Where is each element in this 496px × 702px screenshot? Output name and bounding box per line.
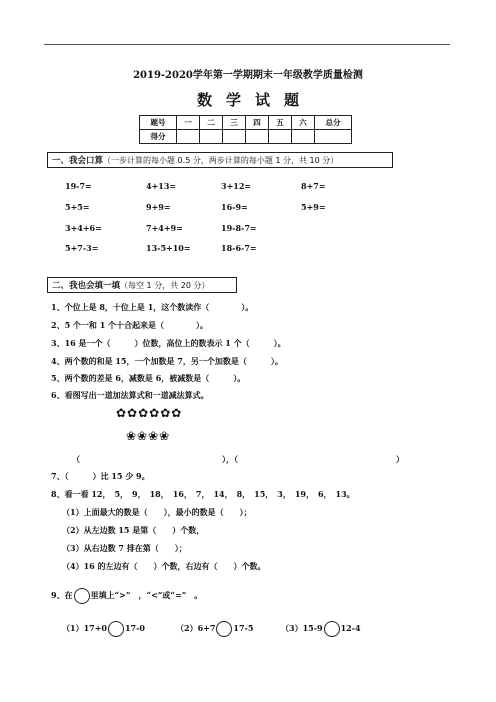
calc-item: 4+13= <box>146 181 177 191</box>
section1-note: （一步计算的每小题 0.5 分，两步计算的每小题 1 分，共 10 分） <box>103 156 339 165</box>
compare-item-3 <box>281 621 361 637</box>
question-3: 3、16 是一个（ ）位数，高位上的数表示 1 个（ ）。 <box>51 338 286 348</box>
q6-blank-close: ） <box>396 454 404 464</box>
score-input-cell[interactable] <box>223 130 246 144</box>
compare-circle-input[interactable] <box>108 621 124 637</box>
compare-left: （2）6+7 <box>176 623 216 633</box>
calc-item: 9+9= <box>146 202 171 212</box>
score-label-cell: 得分 <box>140 130 177 144</box>
question-2: 2、5 个一和 1 个十合起来是（ ）。 <box>51 320 209 330</box>
calc-item: 5+5= <box>65 202 90 212</box>
question-7: 7、（ ）比 15 少 9。 <box>51 471 150 481</box>
question-6: 6、看图写出一道加法算式和一道减法算式。 <box>51 390 209 400</box>
compare-item-1 <box>62 621 145 637</box>
score-input-cell[interactable] <box>292 130 315 144</box>
score-table <box>139 115 352 144</box>
top-rule <box>44 44 450 45</box>
calc-item: 19-8-7= <box>221 223 257 233</box>
score-cell: 二 <box>200 116 223 130</box>
calc-item: 7+4+9= <box>146 223 183 233</box>
question-9-prefix: 9、在 <box>51 590 73 600</box>
compare-item-2 <box>176 621 253 637</box>
score-cell: 五 <box>269 116 292 130</box>
question-5: 5、两个数的差是 6，减数是 6，被减数是（ ）。 <box>51 373 246 383</box>
score-cell: 四 <box>246 116 269 130</box>
calc-item: 5+9= <box>301 202 326 212</box>
calc-item: 5+7-3= <box>65 243 99 253</box>
question-9 <box>51 588 202 604</box>
calc-item: 13-5+10= <box>146 243 191 253</box>
section1-title: 一、我会口算 <box>52 156 104 166</box>
question-8-3: （3）从右边数 7 排在第（ ）； <box>62 543 187 553</box>
exam-title: 2019-2020学年第一学期期末一年级教学质量检测 <box>133 70 363 81</box>
q6-blank-separator: ），（ <box>222 454 238 464</box>
question-9-suffix: 里填上“>” ，“<”或“=” 。 <box>90 590 203 600</box>
score-input-cell[interactable] <box>269 130 292 144</box>
calc-item: 3+12= <box>221 181 252 191</box>
compare-circle-icon <box>74 588 90 604</box>
q6-blank-open: （ <box>72 454 80 464</box>
score-input-cell[interactable] <box>315 130 352 144</box>
compare-right: 17-5 <box>233 623 254 633</box>
score-header-row <box>140 116 352 130</box>
score-input-cell[interactable] <box>200 130 223 144</box>
calc-item: 3+4+6= <box>65 223 102 233</box>
section1-header <box>47 152 393 168</box>
calc-item: 8+7= <box>301 181 326 191</box>
compare-right: 17-0 <box>124 623 145 633</box>
score-cell: 三 <box>223 116 246 130</box>
question-1: 1、个位上是 8，十位上是 1，这个数读作（ ）。 <box>51 302 254 312</box>
compare-left: （1）17+0 <box>62 623 107 633</box>
section2-note: （每空 1 分，共 20 分） <box>120 281 210 290</box>
score-input-cell[interactable] <box>177 130 200 144</box>
question-8-4: （4）16 的左边有（ ）个数，右边有（ ）个数。 <box>62 561 266 571</box>
section2-header <box>47 277 237 293</box>
score-value-row <box>140 130 352 144</box>
calc-item: 16-9= <box>221 202 248 212</box>
section2-title: 二、我也会填一填 <box>52 281 121 291</box>
question-8: 8、看一看 12， 5， 9， 18， 16， 7， 14， 8， 15， 3， 19， 6， 13。 <box>51 489 355 499</box>
subject-title: 数学试题 <box>196 91 313 109</box>
flower-row-2: ❀❀❀❀ <box>126 429 171 443</box>
question-8-1: （1）上面最大的数是（ ），最小的数是（ ）； <box>62 507 252 517</box>
score-cell: 六 <box>292 116 315 130</box>
calc-item: 19-7= <box>65 181 92 191</box>
score-input-cell[interactable] <box>246 130 269 144</box>
compare-left: （3）15-9 <box>281 623 323 633</box>
compare-circle-input[interactable] <box>324 621 340 637</box>
question-4: 4、两个数的和是 15，一个加数是 7，另一个加数是（ ）。 <box>51 356 283 366</box>
score-cell: 一 <box>177 116 200 130</box>
calc-item: 18-6-7= <box>221 243 257 253</box>
question-8-2: （2）从左边数 15 是第（ ）个数， <box>62 525 205 535</box>
flower-row-1: ✿✿✿✿✿✿ <box>116 406 183 420</box>
compare-right: 12-4 <box>340 623 361 633</box>
compare-circle-input[interactable] <box>216 621 232 637</box>
score-cell: 题号 <box>140 116 177 130</box>
score-cell: 总分 <box>315 116 352 130</box>
